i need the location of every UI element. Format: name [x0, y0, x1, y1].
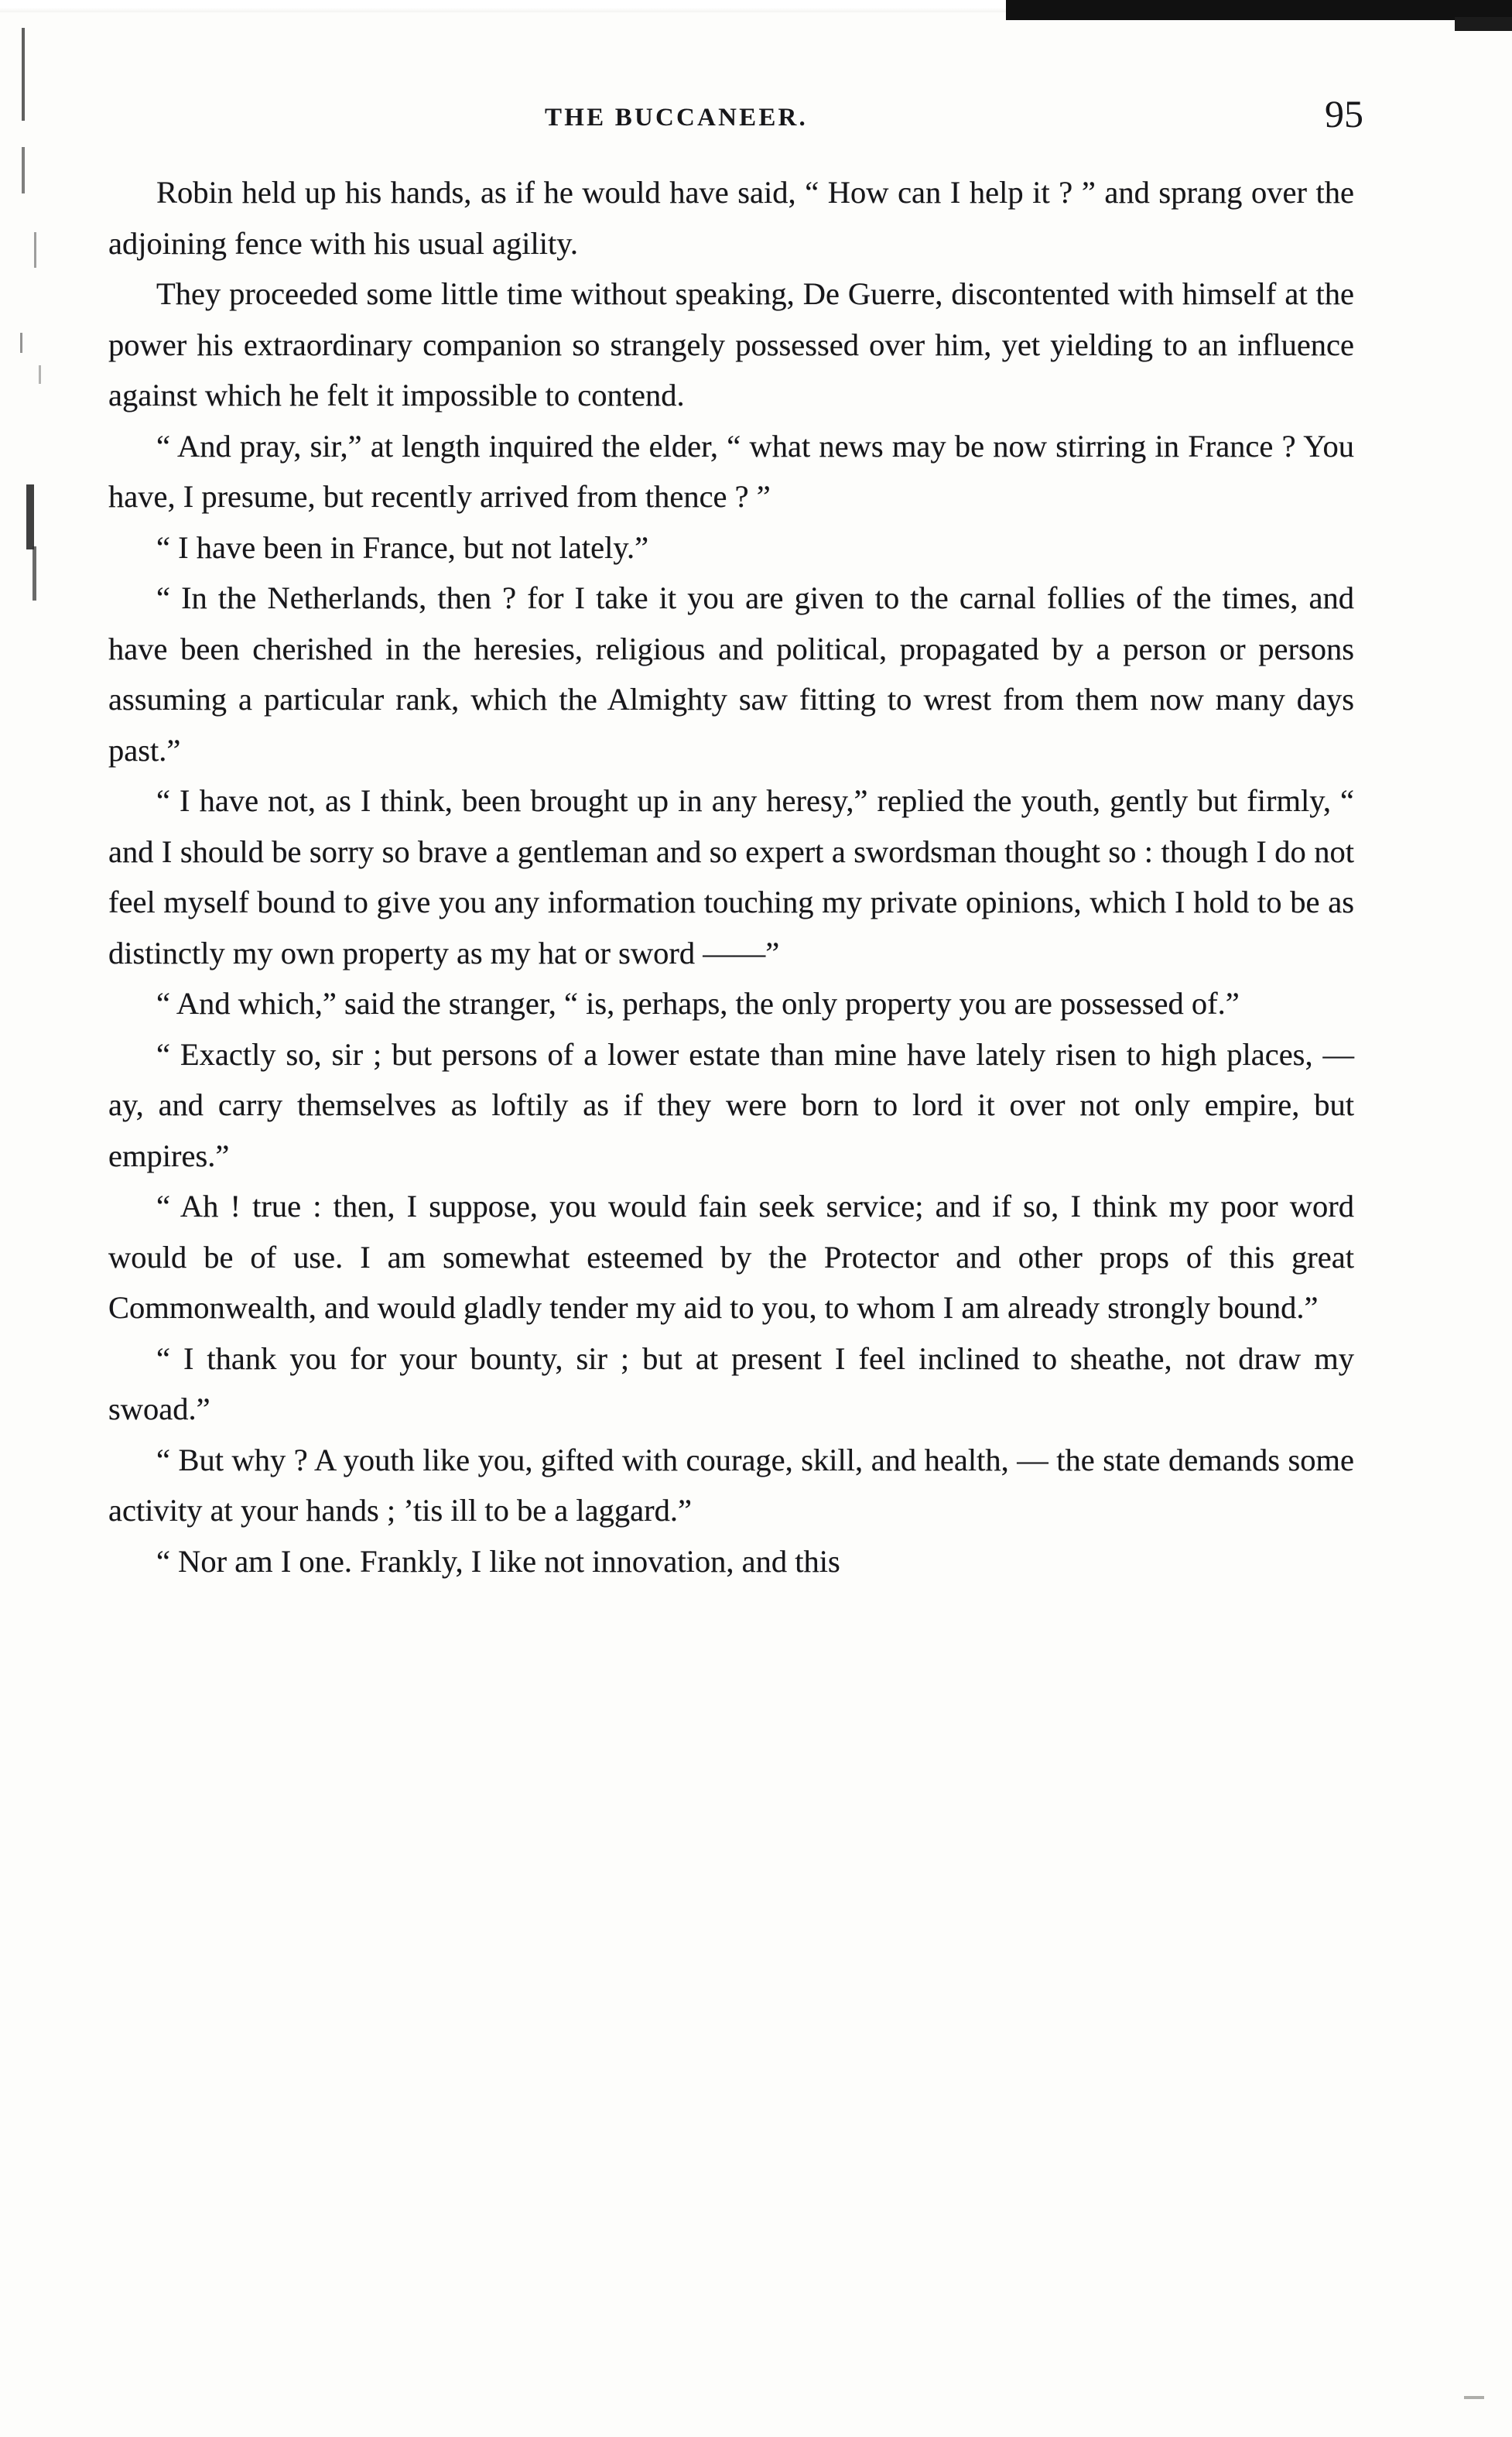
paragraph: “ And which,” said the stranger, “ is, perhaps, the only property you are possessed of.”: [156, 986, 1240, 1021]
paragraph: “ I have been in France, but not lately.”: [156, 529, 649, 565]
paragraph: “ But why ? A youth like you, gifted with courage, skill, and health, — the state demands some activity at your hands ; ’tis ill to be a laggard.”: [108, 1442, 1354, 1528]
running-head: THE BUCCANEER.: [545, 104, 809, 132]
paragraph: “ And pray, sir,” at length inquired the elder, “ what news may be now stirring in France ? You have, I presume, but recently arrived from thence ? ”: [108, 428, 1354, 514]
paragraph: Robin held up his hands, as if he would have said, “ How can I help it ? ” and sprang over the adjoining fence with his usual agility.: [108, 175, 1354, 261]
paragraph: “ I thank you for your bounty, sir ; but at present I feel inclined to sheathe, not draw my swoad.”: [108, 1340, 1354, 1426]
paragraph: “ Ah ! true : then, I suppose, you would fain seek service; and if so, I think my poor word would be of use. I am somewhat esteemed by the Protector and other props of this great Commonwealth, and would gladly tender my aid to you, to whom I am already strongly bound.”: [108, 1189, 1354, 1325]
page-number: 95: [1325, 92, 1363, 135]
paragraph: “ Nor am I one. Frankly, I like not innovation, and this: [156, 1543, 840, 1579]
body-text-column: [108, 167, 1354, 1586]
paragraph: “ In the Netherlands, then ? for I take it you are given to the carnal follies of the times, and have been cherished in the heresies, religious and political, propagated by a person or persons assuming a particular rank, which the Almighty saw fitting to wrest from them now many days past.”: [108, 580, 1354, 768]
paragraph: “ I have not, as I think, been brought up in any heresy,” replied the youth, gently but firmly, “ and I should be sorry so brave a gentleman and so expert a swordsman thought so : though I do not feel myself bound to give you any information touching my private opinions, which I hold to be as distinctly my own property as my hat or sword ——”: [108, 783, 1354, 970]
page-header: [180, 91, 1363, 145]
paragraph: “ Exactly so, sir ; but persons of a lower estate than mine have lately risen to high places, — ay, and carry themselves as loftily as if they were born to lord it over not only empire, but empires.”: [108, 1036, 1354, 1173]
paragraph: They proceeded some little time without speaking, De Guerre, discontented with himself at the power his extraordinary companion so strangely possessed over him, yet yielding to an influence against which he felt it impossible to contend.: [108, 276, 1354, 412]
